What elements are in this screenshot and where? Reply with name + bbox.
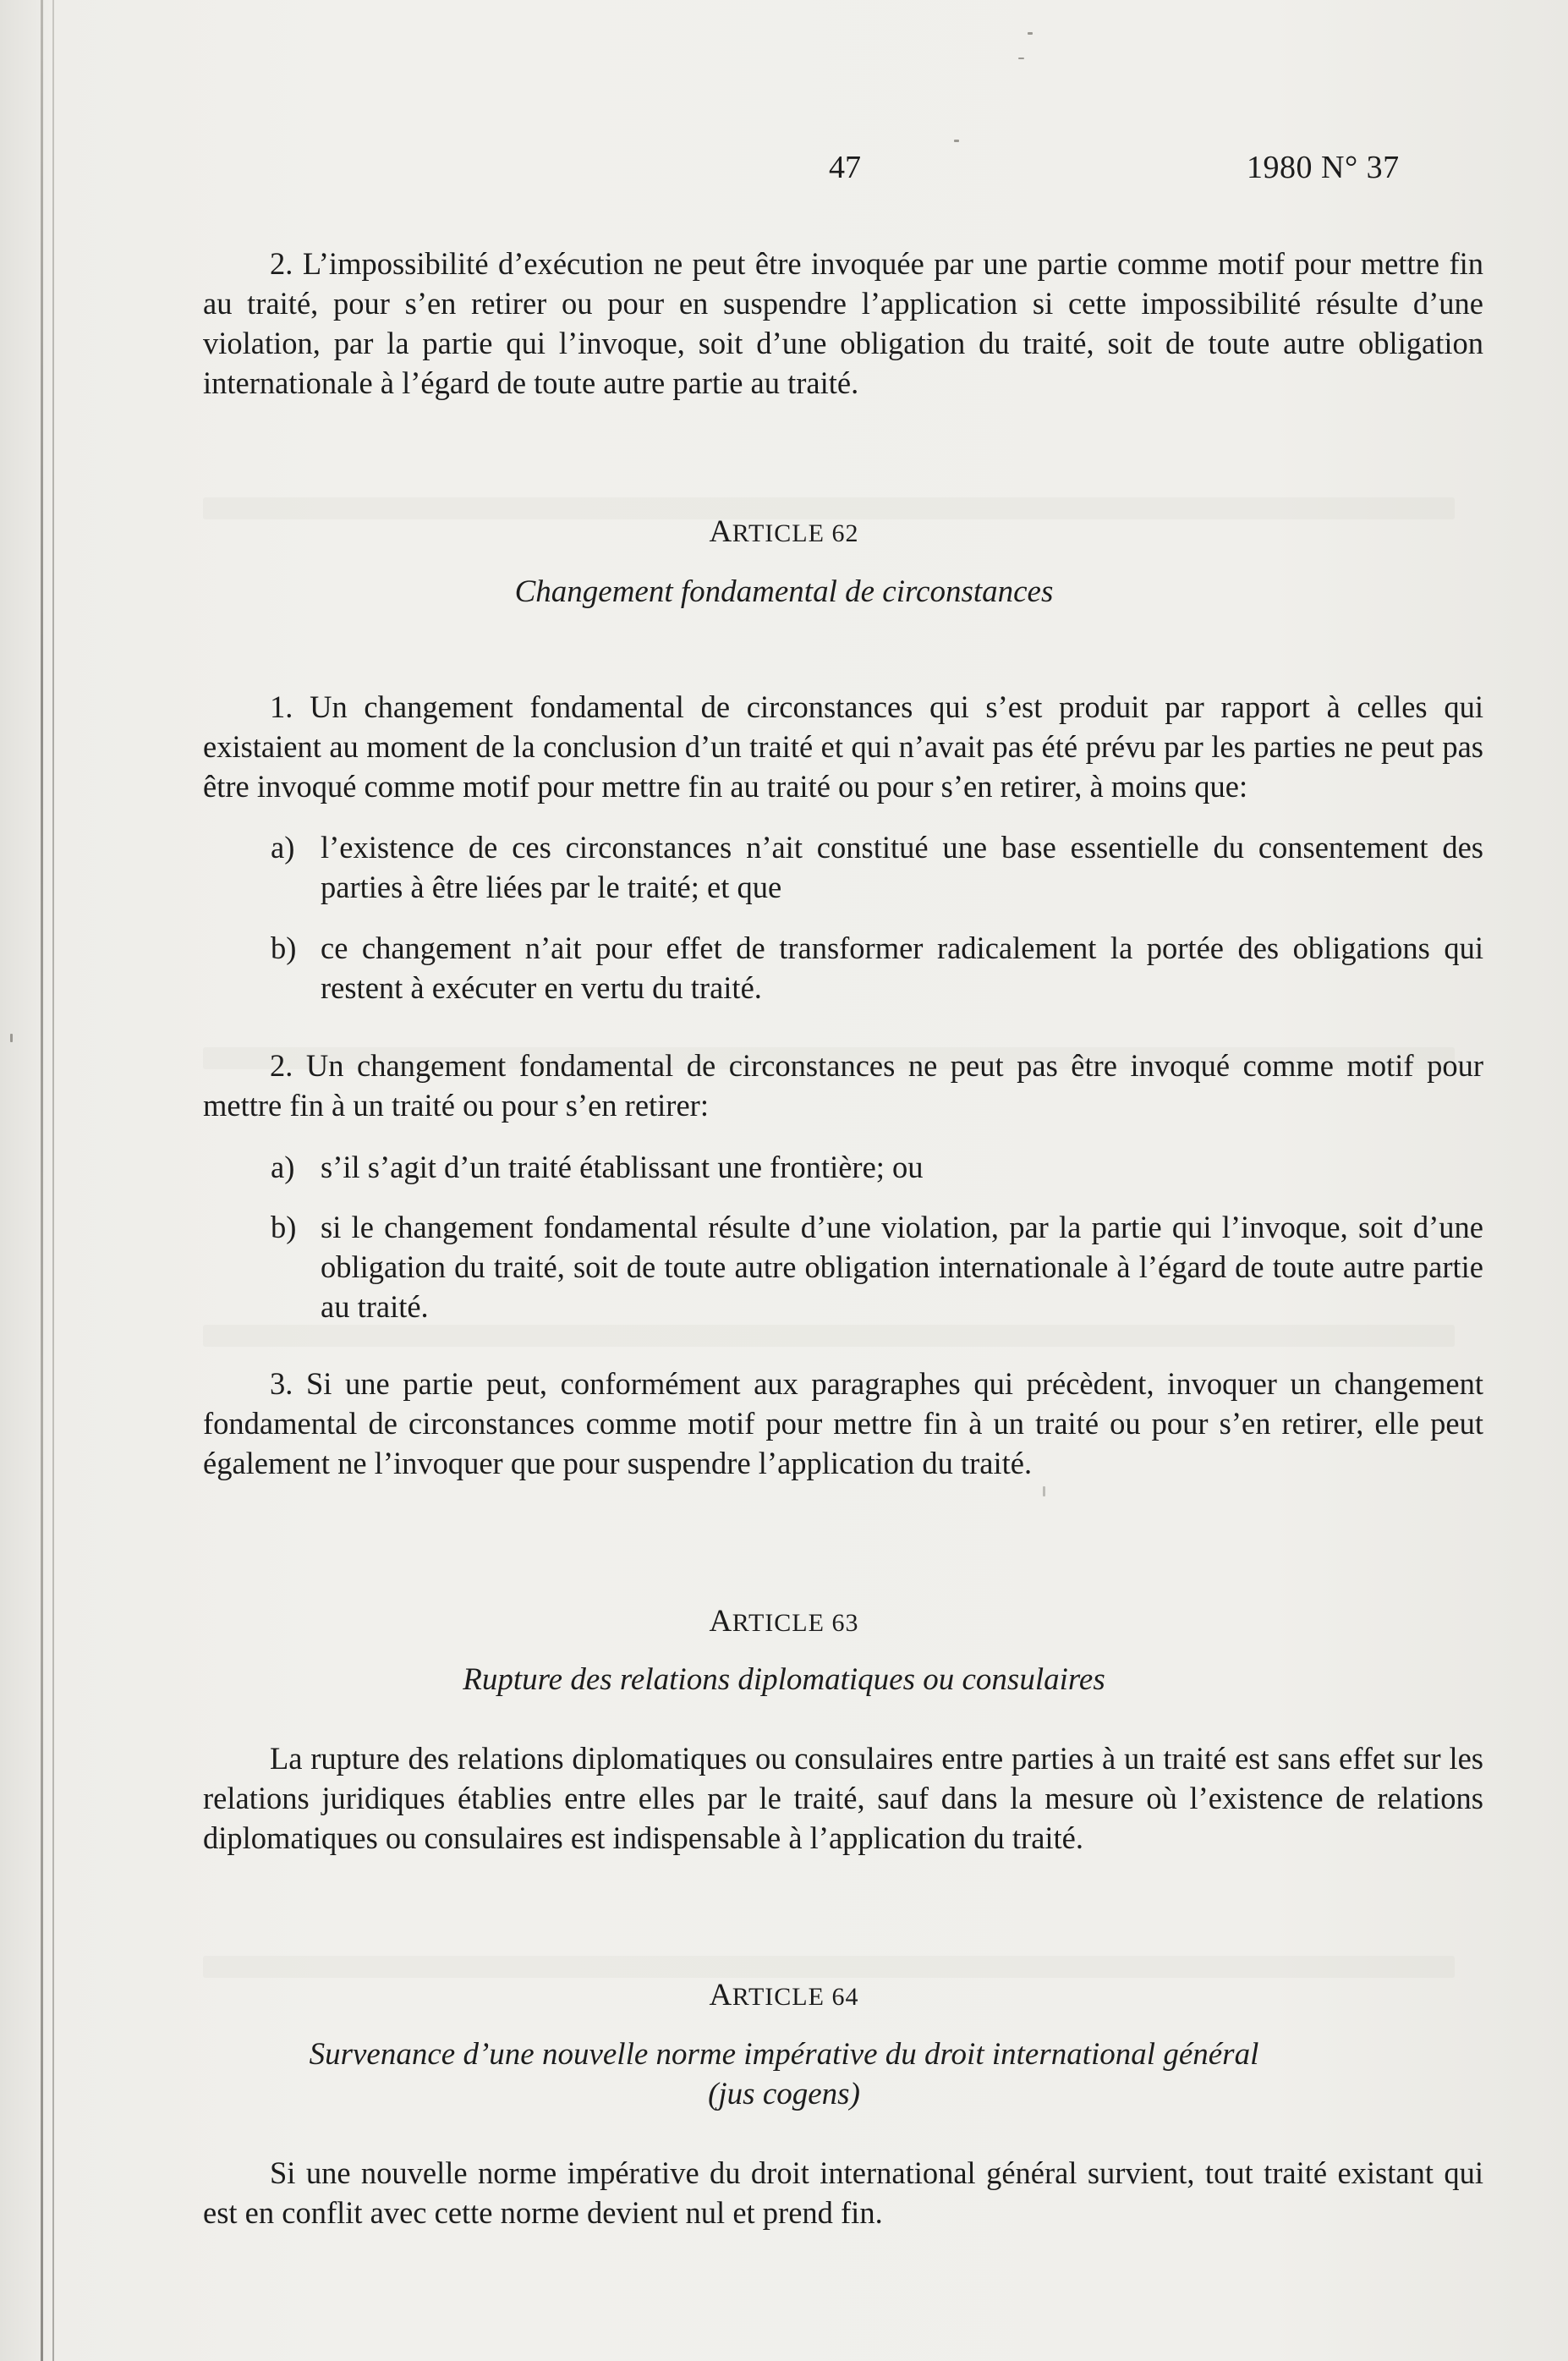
paragraph-text: 2. L’impossibilité d’exécution ne peut être invoquée par une partie comme motif pour mettre fin au traité, pour s’en retirer ou pour en suspendre l’application si cette impossibilité résulte d’une violation, par la partie qui l’invoque, soit d’une obligation du traité, soit de toute autre obligation internationale à l’égard de toute autre partie au traité. bbox=[203, 246, 1483, 400]
scan-speck bbox=[10, 1034, 13, 1042]
article-63-heading bbox=[0, 1601, 1568, 1643]
item-label: a) bbox=[271, 1150, 295, 1184]
article-62-para1-item-a bbox=[271, 827, 1483, 907]
article-62-para2-item-b bbox=[271, 1207, 1483, 1326]
article-64-heading bbox=[0, 1975, 1568, 2017]
paragraph-text: 2. Un changement fondamental de circonstances ne peut pas être invoqué comme motif pour mettre fin à un traité ou pour s’en retirer: bbox=[203, 1048, 1483, 1123]
article-62-heading bbox=[0, 512, 1568, 553]
item-text: s’il s’agit d’un traité établissant une frontière; ou bbox=[321, 1150, 924, 1184]
statute-reference: 1980 N° 37 bbox=[1247, 150, 1400, 185]
heading-rest: RTICLE 62 bbox=[732, 519, 859, 547]
title-line-1: Survenance d’une nouvelle norme impérative du droit international général bbox=[309, 2037, 1259, 2072]
article-62-title: Changement fondamental de circonstances bbox=[514, 574, 1054, 609]
article-63-body bbox=[203, 1738, 1483, 1858]
article-62-paragraph-1 bbox=[203, 687, 1483, 806]
article-64-body bbox=[203, 2153, 1483, 2232]
heading-initial: A bbox=[709, 1604, 732, 1639]
item-text: ce changement n’ait pour effet de transformer radicalement la portée des obligations qui restent à exécuter en vertu du traité. bbox=[321, 931, 1483, 1005]
heading-rest: RTICLE 63 bbox=[732, 1609, 859, 1637]
show-through-shadow bbox=[203, 1325, 1455, 1347]
page-number: 47 bbox=[829, 150, 861, 185]
scan-speck bbox=[1028, 32, 1033, 35]
intro-paragraph bbox=[203, 244, 1483, 403]
scan-speck bbox=[1043, 1486, 1045, 1496]
article-62-para2-item-a bbox=[271, 1147, 1483, 1187]
item-label: b) bbox=[271, 1210, 297, 1244]
paragraph-text: 1. Un changement fondamental de circonstances qui s’est produit par rapport à celles qui existaient au moment de la conclusion d’un traité et qui n’avait pas été prévu par les parties ne peut pas être invoqué comme motif pour mettre fin au traité ou pour s’en retirer, à moins que: bbox=[203, 689, 1483, 804]
paragraph-text: La rupture des relations diplomatiques ou consulaires entre parties à un traité est sans effet sur les relations juridiques établies entre elles par le traité, sauf dans la mesure où l’existence de relations diplomatiques ou consulaires est indispensable à l’application du traité. bbox=[203, 1741, 1483, 1855]
article-62-paragraph-2 bbox=[203, 1046, 1483, 1125]
paragraph-text: 3. Si une partie peut, conformément aux paragraphes qui précèdent, invoquer un changement fondamental de circonstances comme motif pour mettre fin à un traité ou pour s’en retirer, elle peut également ne l’invoquer que pour suspendre l’application du traité. bbox=[203, 1366, 1483, 1480]
article-62-para1-item-b bbox=[271, 928, 1483, 1008]
heading-initial: A bbox=[709, 514, 732, 549]
heading-rest: RTICLE 64 bbox=[732, 1983, 859, 2011]
item-text: l’existence de ces circonstances n’ait constitué une base essentielle du consentement des parties à être liées par le traité; et que bbox=[321, 830, 1483, 904]
item-text: si le changement fondamental résulte d’une violation, par la partie qui l’invoque, soit d’une obligation du traité, soit de toute autre obligation internationale à l’égard de toute autre partie au traité. bbox=[321, 1210, 1483, 1324]
article-62-paragraph-3 bbox=[203, 1364, 1483, 1483]
paragraph-text: Si une nouvelle norme impérative du droit international général survient, tout traité existant qui est en conflit avec cette norme devient nul et prend fin. bbox=[203, 2155, 1483, 2230]
heading-initial: A bbox=[709, 1978, 732, 2012]
article-64-title bbox=[0, 2034, 1568, 2114]
article-63-title: Rupture des relations diplomatiques ou consulaires bbox=[463, 1662, 1105, 1697]
item-label: b) bbox=[271, 931, 297, 965]
scan-speck bbox=[954, 140, 959, 142]
item-label: a) bbox=[271, 830, 295, 865]
title-line-2: (jus cogens) bbox=[708, 2077, 860, 2111]
scan-speck bbox=[1018, 58, 1024, 59]
